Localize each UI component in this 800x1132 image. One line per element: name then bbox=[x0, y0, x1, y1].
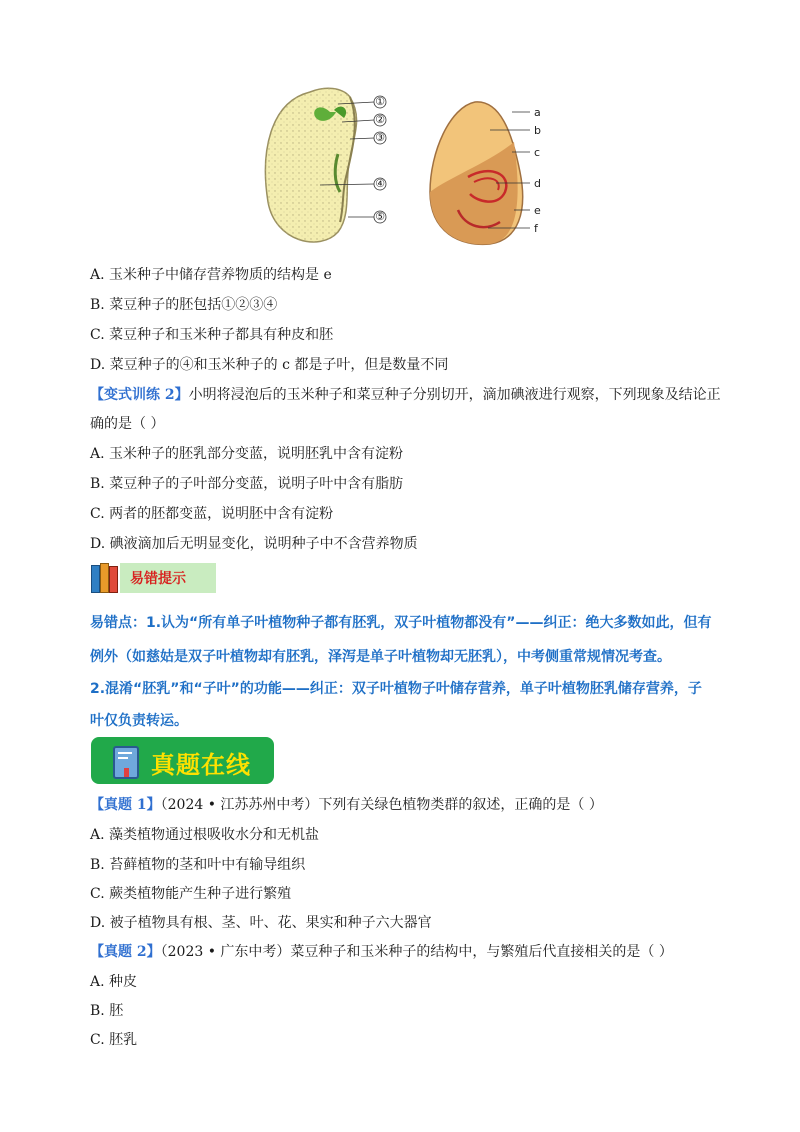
real1-option-a: A. 藻类植物通过根吸收水分和无机盐 bbox=[90, 827, 320, 843]
bean-label-2: ② bbox=[375, 113, 385, 126]
variant2-option-d: D. 碘液滴加后无明显变化，说明种子中不含营养物质 bbox=[90, 536, 418, 552]
corn-label-b: b bbox=[534, 124, 541, 137]
real-exam-title: 真题在线 bbox=[151, 751, 251, 779]
real2-tag: 【真题 2】 bbox=[90, 944, 161, 960]
q1-option-a: A. 玉米种子中储存营养物质的结构是 e bbox=[90, 267, 332, 283]
real1-option-b: B. 苔藓植物的茎和叶中有输导组织 bbox=[90, 857, 306, 873]
error-tip-title: 易错提示 bbox=[130, 571, 186, 587]
books-icon bbox=[90, 563, 118, 593]
q1-option-c: C. 菜豆种子和玉米种子都具有种皮和胚 bbox=[90, 327, 334, 343]
seed-structure-figure bbox=[250, 82, 560, 254]
bean-seed-diagram bbox=[265, 88, 356, 242]
real2-stem: （2023 • 广东中考）菜豆种子和玉米种子的结构中，与繁殖后代直接相关的是（ ） bbox=[160, 944, 673, 960]
q1-option-d: D. 菜豆种子的④和玉米种子的 c 都是子叶，但是数量不同 bbox=[90, 357, 449, 373]
real1-tag: 【真题 1】 bbox=[90, 797, 161, 813]
notebook-icon bbox=[113, 746, 139, 779]
corn-label-e: e bbox=[534, 204, 541, 217]
real2-option-c: C. 胚乳 bbox=[90, 1032, 138, 1048]
bean-label-3: ③ bbox=[375, 131, 385, 144]
corn-seed-diagram bbox=[430, 102, 523, 244]
variant2-option-a: A. 玉米种子的胚乳部分变蓝，说明胚乳中含有淀粉 bbox=[90, 446, 404, 462]
corn-label-f: f bbox=[534, 222, 538, 235]
error-tip-header bbox=[90, 563, 216, 593]
q1-option-b: B. 菜豆种子的胚包括①②③④ bbox=[90, 297, 278, 313]
bean-label-4: ④ bbox=[375, 177, 385, 190]
corn-label-c: c bbox=[534, 146, 541, 159]
real-exam-banner bbox=[91, 737, 274, 784]
real1-stem-row bbox=[90, 795, 603, 815]
variant2-option-b: B. 菜豆种子的子叶部分变蓝，说明子叶中含有脂肪 bbox=[90, 476, 404, 492]
bean-label-1: ① bbox=[375, 95, 385, 108]
error-tip-line4: 叶仅负责转运。 bbox=[90, 713, 188, 729]
real1-option-d: D. 被子植物具有根、茎、叶、花、果实和种子六大器官 bbox=[90, 915, 432, 931]
corn-label-d: d bbox=[534, 177, 541, 190]
error-tip-line2: 例外（如慈姑是双子叶植物却有胚乳，泽泻是单子叶植物却无胚乳），中考侧重常规情况考查。 bbox=[90, 649, 671, 665]
variant2-stem bbox=[90, 385, 721, 405]
variant2-stem-line2: 确的是（ ） bbox=[90, 416, 165, 432]
variant2-option-c: C. 两者的胚都变蓝，说明胚中含有淀粉 bbox=[90, 506, 334, 522]
variant2-stem-line1: 小明将浸泡后的玉米种子和菜豆种子分别切开，滴加碘液进行观察，下列现象及结论正 bbox=[188, 387, 721, 403]
real2-option-b: B. 胚 bbox=[90, 1003, 124, 1019]
variant2-tag: 【变式训练 2】 bbox=[90, 387, 189, 403]
real1-stem: （2024 • 江苏苏州中考）下列有关绿色植物类群的叙述，正确的是（ ） bbox=[160, 797, 603, 813]
real2-option-a: A. 种皮 bbox=[90, 974, 138, 990]
real2-stem-row bbox=[90, 942, 673, 962]
error-tip-line3: 2.混淆“胚乳”和“子叶”的功能——纠正：双子叶植物子叶储存营养，单子叶植物胚乳储存营养，子 bbox=[90, 681, 702, 697]
corn-label-a: a bbox=[534, 106, 541, 119]
bean-label-5: ⑤ bbox=[375, 210, 385, 223]
real1-option-c: C. 蕨类植物能产生种子进行繁殖 bbox=[90, 886, 292, 902]
error-tip-line1: 易错点：1.认为“所有单子叶植物种子都有胚乳，双子叶植物都没有”——纠正：绝大多数如此，但有 bbox=[90, 615, 712, 631]
